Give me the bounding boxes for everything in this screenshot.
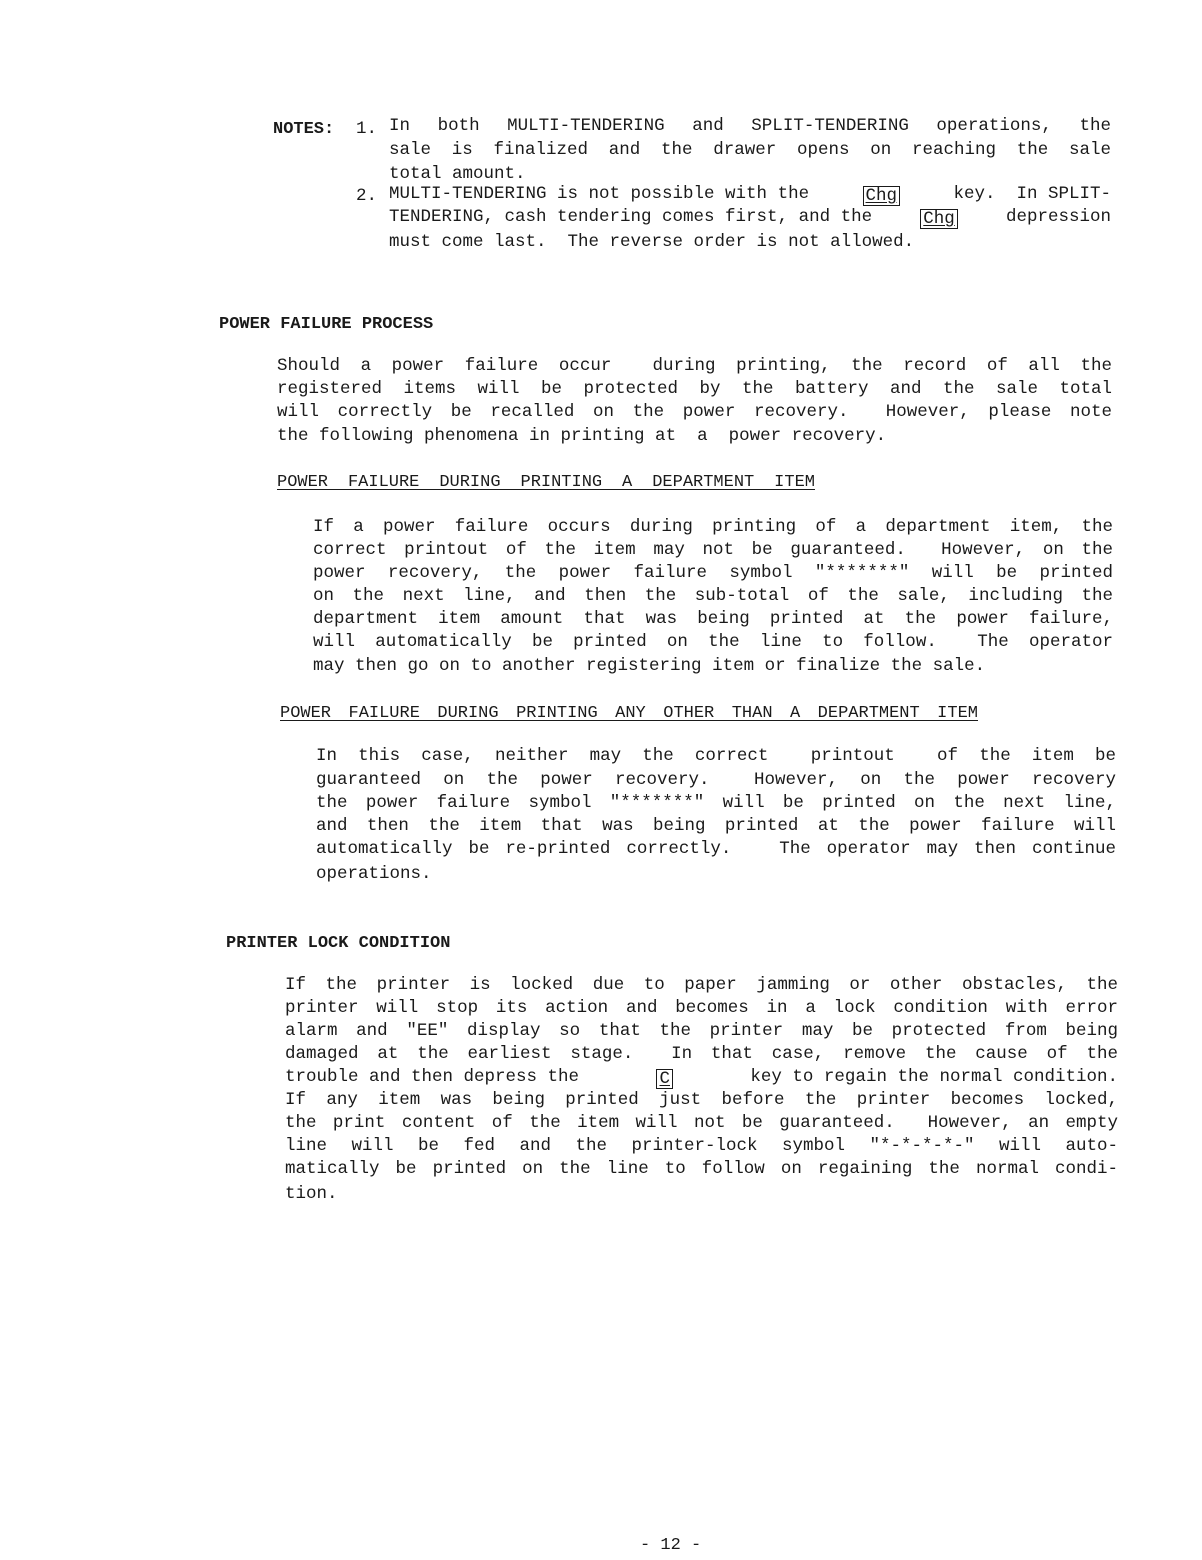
dept-line-7: may then go on to another registering item or finalize the sale.	[313, 656, 986, 676]
lock-line-3: alarm and "EE" display so that the printer may be protected from being	[285, 1021, 1118, 1041]
note-1-line-3: total amount.	[389, 164, 526, 184]
lock-line-10: tion.	[285, 1184, 338, 1204]
note-2-line-1-text: MULTI-TENDERING is not possible with the	[389, 184, 810, 204]
note-2-line-1	[389, 186, 1111, 206]
dept-line-3: power recovery, the power failure symbol "*******" will be printed	[313, 563, 1113, 583]
chg-key-icon: Chg	[863, 186, 901, 206]
lock-line-5-text: trouble and then depress the	[285, 1067, 580, 1087]
note-2-line-2	[389, 209, 1111, 229]
power-failure-intro-line-3: will correctly be recalled on the power recovery. However, please note	[277, 402, 1112, 422]
section-heading-printer-lock: PRINTER LOCK CONDITION	[226, 934, 451, 953]
note-2-number: 2.	[356, 186, 378, 206]
lock-line-1: If the printer is locked due to paper jamming or other obstacles, the	[285, 975, 1118, 995]
dept-line-4: on the next line, and then the sub-total of the sale, including the	[313, 586, 1113, 606]
lock-line-5	[285, 1069, 1118, 1089]
lock-line-9: matically be printed on the line to follow on regaining the normal condi-	[285, 1159, 1118, 1179]
lock-line-5-tail: key to regain the normal condition.	[750, 1067, 1118, 1087]
dept-line-6: will automatically be printed on the line to follow. The operator	[313, 632, 1113, 652]
note-1-number: 1.	[356, 119, 378, 139]
c-key-icon: C	[656, 1069, 673, 1089]
subheading-department-item: POWER FAILURE DURING PRINTING A DEPARTMENT ITEM	[277, 473, 815, 492]
note-1-line-2: sale is finalized and the drawer opens on reaching the sale	[389, 140, 1111, 160]
lock-line-6: If any item was being printed just before the printer becomes locked,	[285, 1090, 1118, 1110]
note-2-line-3: must come last. The reverse order is not allowed.	[389, 232, 915, 252]
note-2-line-2-text: TENDERING, cash tendering comes first, and the	[389, 207, 873, 227]
other-line-1: In this case, neither may the correct printout of the item be	[316, 746, 1116, 766]
lock-line-8: line will be fed and the printer-lock symbol "*-*-*-*-" will auto-	[285, 1136, 1118, 1156]
lock-line-7: the print content of the item will not be guaranteed. However, an empty	[285, 1113, 1118, 1133]
notes-label: NOTES:	[273, 120, 335, 139]
other-line-3: the power failure symbol "*******" will be printed on the next line,	[316, 793, 1116, 813]
note-2-line-1-tail: key. In SPLIT-	[953, 184, 1111, 204]
lock-line-4: damaged at the earliest stage. In that case, remove the cause of the	[285, 1044, 1118, 1064]
lock-line-2: printer will stop its action and becomes in a lock condition with error	[285, 998, 1118, 1018]
other-line-5: automatically be re-printed correctly. The operator may then continue	[316, 839, 1116, 859]
page-number: - 12 -	[640, 1536, 702, 1555]
power-failure-intro-line-1: Should a power failure occur during printing, the record of all the	[277, 356, 1112, 376]
dept-line-2: correct printout of the item may not be guaranteed. However, on the	[313, 540, 1113, 560]
power-failure-intro-line-4: the following phenomena in printing at a power recovery.	[277, 426, 887, 446]
chg-key-icon: Chg	[920, 209, 958, 229]
note-2-line-2-tail: depression	[1005, 207, 1111, 227]
note-1-line-1: In both MULTI-TENDERING and SPLIT-TENDERING operations, the	[389, 116, 1111, 136]
other-line-2: guaranteed on the power recovery. However, on the power recovery	[316, 770, 1116, 790]
other-line-4: and then the item that was being printed at the power failure will	[316, 816, 1116, 836]
section-heading-power-failure: POWER FAILURE PROCESS	[219, 315, 434, 334]
dept-line-1: If a power failure occurs during printing of a department item, the	[313, 517, 1113, 537]
power-failure-intro-line-2: registered items will be protected by the battery and the sale total	[277, 379, 1112, 399]
other-line-6: operations.	[316, 864, 432, 884]
dept-line-5: department item amount that was being printed at the power failure,	[313, 609, 1113, 629]
subheading-other-item: POWER FAILURE DURING PRINTING ANY OTHER THAN A DEPARTMENT ITEM	[280, 704, 978, 723]
